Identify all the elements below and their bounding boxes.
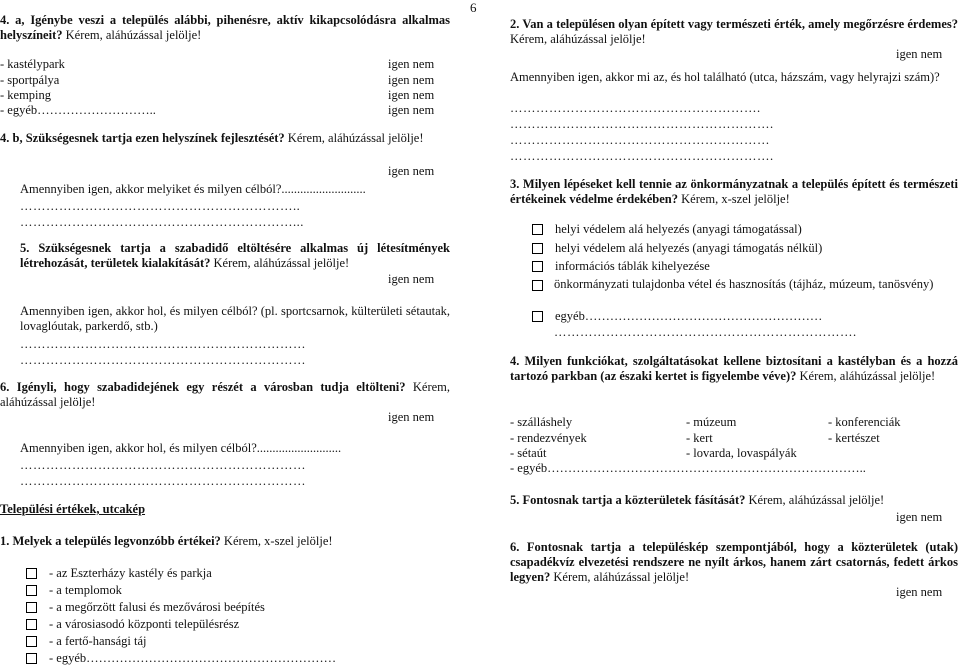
answer-line[interactable]: ………………………………………………………… bbox=[20, 458, 306, 472]
q4b-title: 4. b, Szükségesnek tartja ezen helyszínek fejlesztését? bbox=[0, 131, 285, 145]
q3-option[interactable] bbox=[532, 222, 802, 237]
q1-option-label: - a megőrzött falusi és mezővárosi beépítés bbox=[49, 600, 265, 614]
q5-yes-no[interactable]: igen nem bbox=[896, 510, 943, 524]
q4a-instruction: Kérem, aláhúzással jelölje! bbox=[65, 28, 202, 42]
right-column bbox=[502, 0, 959, 667]
checkbox-icon[interactable] bbox=[26, 636, 37, 647]
q4-title: 4. Milyen funkciókat, szolgáltatásokat kellene biztosítani a kastélyban és a hozzá tartozó parkban (az északi kertet is figyelembe véve)? bbox=[510, 354, 958, 383]
answer-line[interactable]: …………………………………………………… bbox=[510, 133, 770, 147]
q4b-instruction: Kérem, aláhúzással jelölje! bbox=[287, 131, 424, 145]
q4-option[interactable]: - kert bbox=[686, 431, 713, 445]
answer-line[interactable]: ……………………………………………………. bbox=[510, 149, 774, 163]
q4-option[interactable]: - rendezvények bbox=[510, 431, 587, 445]
checkbox-icon[interactable] bbox=[532, 224, 543, 235]
q4-option[interactable]: - sétaút bbox=[510, 446, 547, 460]
q1-option-label: - egyéb…………………………………………………… bbox=[49, 651, 337, 665]
q6-question bbox=[0, 380, 450, 410]
q4a-yes-no[interactable]: igen nem bbox=[388, 57, 435, 71]
q4b-yes-no[interactable]: igen nem bbox=[388, 164, 435, 178]
q4a-question bbox=[0, 13, 450, 43]
q3-question bbox=[510, 177, 958, 207]
q4a-title: 4. a, Igénybe veszi a település alábbi, pihenésre, aktív kikapcsolódásra alkalmas helyszíneit? bbox=[0, 13, 450, 42]
q4a-yes-no[interactable]: igen nem bbox=[388, 73, 435, 87]
q3-option-label: információs táblák kihelyezése bbox=[555, 259, 710, 273]
q3-title: 3. Milyen lépéseket kell tennie az önkormányzatnak a település épített és természeti értékeinek védelme érdekében? bbox=[510, 177, 958, 206]
section-heading: Települési értékek, utcakép bbox=[0, 502, 146, 516]
q4-instruction: Kérem, aláhúzással jelölje! bbox=[799, 369, 936, 383]
q3-option[interactable] bbox=[532, 277, 958, 292]
answer-line[interactable]: ………………………………………………………… bbox=[20, 353, 306, 367]
q1-question bbox=[0, 534, 333, 549]
q1-option[interactable] bbox=[26, 634, 147, 649]
q6-question bbox=[510, 540, 958, 585]
q6-instruction: Kérem, aláhúzással jelölje! bbox=[0, 380, 451, 409]
q4b-question bbox=[0, 131, 450, 146]
q1-option[interactable] bbox=[26, 566, 212, 581]
q1-instruction: Kérem, x-szel jelölje! bbox=[223, 534, 333, 548]
q4-option[interactable]: - kertészet bbox=[828, 431, 880, 445]
q4b-followup: Amennyiben igen, akkor melyiket és milyen célból?........................... bbox=[20, 182, 366, 196]
q6-instruction: Kérem, aláhúzással jelölje! bbox=[553, 570, 690, 584]
q6-title: 6. Fontosnak tartja a településkép szempontjából, hogy a közterületek (utak) csapadékvíz elvezetési rendszere ne nyílt árkos, hanem zárt csatornás, fedett árkos legyen? bbox=[510, 540, 958, 584]
checkbox-icon[interactable] bbox=[532, 261, 543, 272]
answer-line[interactable]: ………………………………………………………... bbox=[20, 215, 304, 229]
checkbox-icon[interactable] bbox=[26, 653, 37, 664]
checkbox-icon[interactable] bbox=[532, 280, 543, 291]
q4a-yes-no[interactable]: igen nem bbox=[388, 103, 435, 117]
q1-option-label: - a fertő-hansági táj bbox=[49, 634, 147, 648]
q4-other[interactable]: - egyéb………………………………………………………………….. bbox=[510, 461, 866, 475]
q6-yes-no[interactable]: igen nem bbox=[896, 585, 943, 599]
q5-instruction: Kérem, aláhúzással jelölje! bbox=[213, 256, 350, 270]
q1-option[interactable] bbox=[26, 583, 122, 598]
answer-line[interactable]: ……………………………………………………. bbox=[510, 117, 774, 131]
q3-option[interactable] bbox=[532, 259, 710, 274]
q5-question bbox=[510, 493, 884, 508]
page-number: 6 bbox=[470, 0, 477, 15]
checkbox-icon[interactable] bbox=[532, 311, 543, 322]
q5-title: 5. Szükségesnek tartja a szabadidő eltöltésére alkalmas új létesítmények létrehozását, területek kialakítását? bbox=[20, 241, 450, 270]
checkbox-icon[interactable] bbox=[26, 619, 37, 630]
q2-yes-no[interactable]: igen nem bbox=[896, 47, 943, 61]
left-column bbox=[0, 0, 462, 667]
q4-option[interactable]: - szálláshely bbox=[510, 415, 573, 429]
q4a-item-label: - kemping bbox=[0, 88, 52, 102]
answer-line[interactable]: ……………………………………………………………. bbox=[554, 325, 857, 339]
q3-option[interactable] bbox=[532, 241, 822, 256]
q4-option[interactable]: - konferenciák bbox=[828, 415, 901, 429]
q3-instruction: Kérem, x-szel jelölje! bbox=[681, 192, 790, 206]
q6-followup: Amennyiben igen, akkor hol, és milyen célból?........................... bbox=[20, 441, 342, 455]
checkbox-icon[interactable] bbox=[26, 585, 37, 596]
checkbox-icon[interactable] bbox=[26, 602, 37, 613]
q4a-item-label: - sportpálya bbox=[0, 73, 60, 87]
q5-instruction: Kérem, aláhúzással jelölje! bbox=[748, 493, 885, 507]
answer-line[interactable]: ………………………………………………………… bbox=[20, 337, 306, 351]
q4-question bbox=[510, 354, 958, 384]
q5-title: 5. Fontosnak tartja a közterületek fásítását? bbox=[510, 493, 746, 507]
q6-yes-no[interactable]: igen nem bbox=[388, 410, 435, 424]
q1-title: 1. Melyek a település legvonzóbb értékei? bbox=[0, 534, 221, 548]
q4-option[interactable]: - lovarda, lovaspályák bbox=[686, 446, 797, 460]
q2-followup: Amennyiben igen, akkor mi az, és hol található (utca, házszám, vagy helyrajzi szám)? bbox=[510, 70, 940, 84]
q4a-yes-no[interactable]: igen nem bbox=[388, 88, 435, 102]
q2-instruction: Kérem, aláhúzással jelölje! bbox=[510, 32, 646, 46]
q5-question bbox=[20, 241, 450, 271]
answer-line[interactable]: ………………………………………………………… bbox=[20, 474, 306, 488]
q3-option-label: helyi védelem alá helyezés (anyagi támogatással) bbox=[555, 222, 802, 236]
q1-option[interactable] bbox=[26, 617, 239, 632]
q5-followup: Amennyiben igen, akkor hol, és milyen célból? (pl. sportcsarnok, külterületi sétautak, lovaglóutak, parkerdő, stb.) bbox=[20, 304, 450, 333]
q6-title: 6. Igényli, hogy szabadidejének egy részét a városban tudja eltölteni? bbox=[0, 380, 406, 394]
checkbox-icon[interactable] bbox=[532, 243, 543, 254]
q1-option-label: - a templomok bbox=[49, 583, 122, 597]
checkbox-icon[interactable] bbox=[26, 568, 37, 579]
q4-option[interactable]: - múzeum bbox=[686, 415, 737, 429]
q5-yes-no[interactable]: igen nem bbox=[388, 272, 435, 286]
q4a-item-label: - kastélypark bbox=[0, 57, 65, 71]
answer-line[interactable]: …………………………………………………. bbox=[510, 101, 761, 115]
q3-option[interactable] bbox=[532, 309, 822, 324]
answer-line[interactable]: ……………………………………………………….. bbox=[20, 199, 301, 213]
q1-option[interactable] bbox=[26, 600, 265, 615]
q3-option-label: egyéb………………………………………………… bbox=[555, 309, 823, 323]
q2-title: 2. Van a településen olyan épített vagy természeti érték, amely megőrzésre érdemes? bbox=[510, 17, 958, 31]
q1-option-label: - az Eszterházy kastély és parkja bbox=[49, 566, 212, 580]
q4a-item-label: - egyéb……………………….. bbox=[0, 103, 156, 117]
q1-option-label: - a városiasodó központi településrész bbox=[49, 617, 240, 631]
q1-option[interactable] bbox=[26, 651, 336, 666]
q3-option-label: helyi védelem alá helyezés (anyagi támogatás nélkül) bbox=[555, 241, 823, 255]
q3-option-label: önkormányzati tulajdonba vétel és hasznosítás (tájház, múzeum, tanösvény) bbox=[554, 277, 934, 291]
q2-question bbox=[510, 17, 958, 47]
